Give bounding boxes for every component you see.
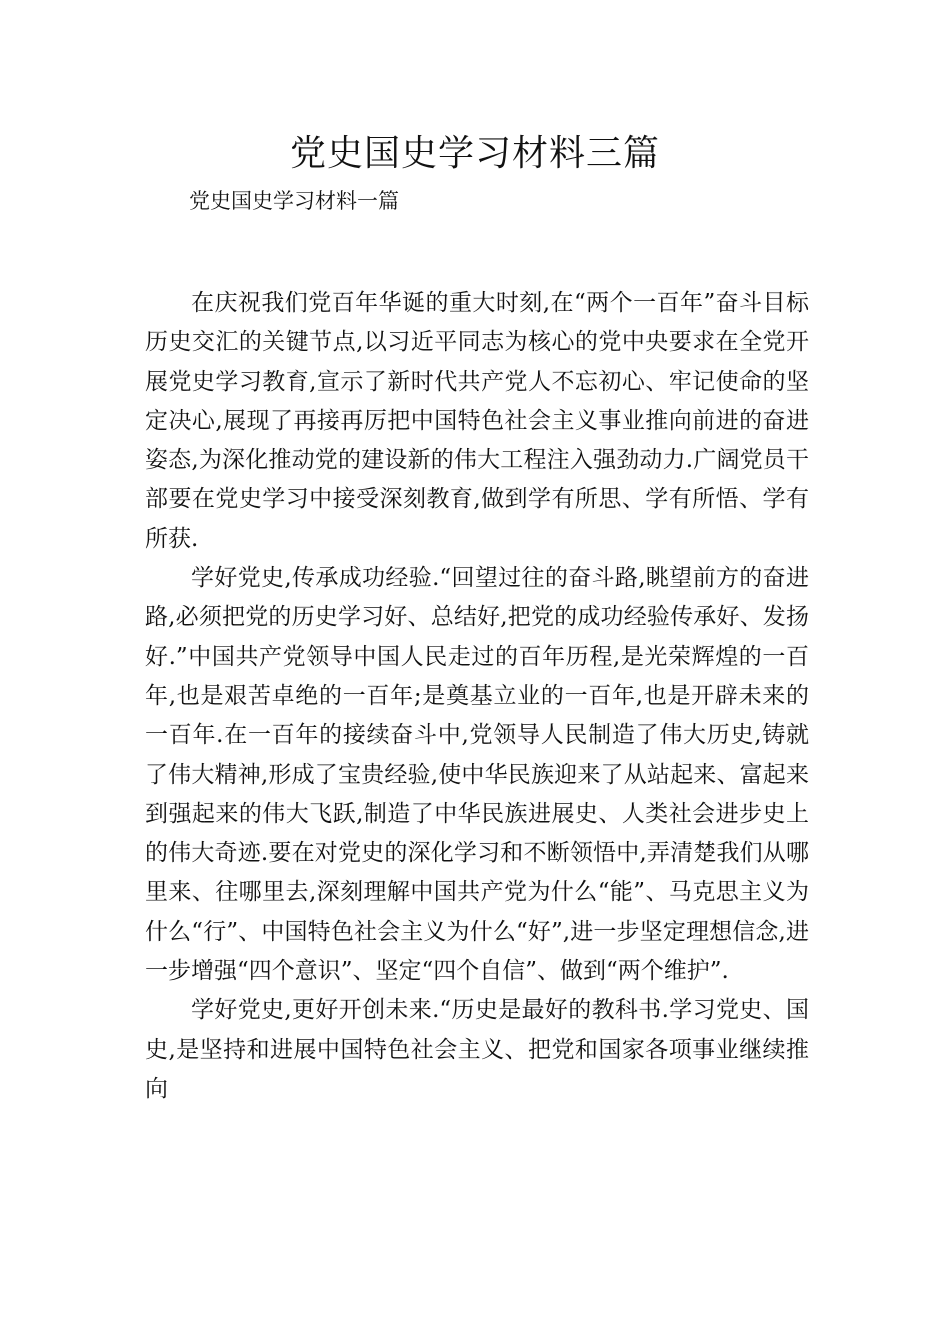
document-title: 党史国史学习材料三篇 [289,133,660,174]
paragraph-3: 学好党史,更好开创未来.“历史是最好的教科书.学习党史、国史,是坚持和进展中国特色社会主义、把党和国家各项事业继续推向 [145,997,809,1102]
paragraph-2: 学好党史,传承成功经验.“回望过往的奋斗路,眺望前方的奋进路,必须把党的历史学习好、总结好,把党的成功经验传承好、发扬好.”中国共产党领导中国人民走过的百年历程,是光荣辉煌的一百年,也是艰苦卓绝的一百年;是奠基立业的一百年,也是开辟未来的一百年.在一百年的接续奋斗中,党领导人民制造了伟大历史,铸就了伟大精神,形成了宝贵经验,使中华民族迎来了从站起来、富起来到强起来的伟大飞跃,制造了中华民族进展史、人类社会进步史上的伟大奇迹.要在对党史的深化学习和不断领悟中,弄清楚我们从哪里来、往哪里去,深刻理解中国共产党为什么“能”、马克思主义为什么“行”、中国特色社会主义为什么“好”,进一步坚定理想信念,进一步增强“四个意识”、坚定“四个自信”、做到“两个维护”. [145,565,809,985]
document-body [145,284,809,1109]
paragraph-1: 在庆祝我们党百年华诞的重大时刻,在“两个一百年”奋斗目标历史交汇的关键节点,以习近平同志为核心的党中央要求在全党开展党史学习教育,宣示了新时代共产党人不忘初心、牢记使命的坚定决心,展现了再接再厉把中国特色社会主义事业推向前进的奋进姿态,为深化推动党的建设新的伟大工程注入强劲动力.广阔党员干部要在党史学习中接受深刻教育,做到学有所思、学有所悟、学有所获. [145,290,809,552]
document-subtitle: 党史国史学习材料一篇 [189,189,399,213]
